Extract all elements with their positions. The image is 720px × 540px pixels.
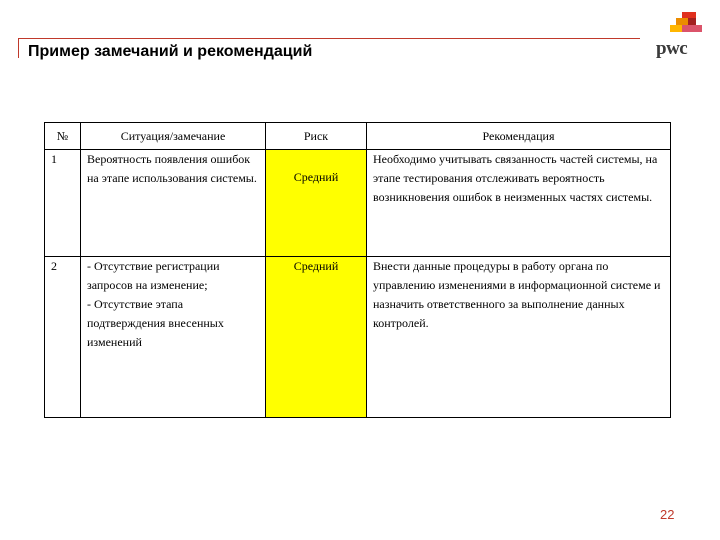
- row-risk: Средний: [293, 259, 339, 273]
- page-number: 22: [660, 507, 675, 522]
- header-situation: Ситуация/замечание: [81, 123, 266, 150]
- table-row: [45, 257, 671, 418]
- pwc-logo: [652, 12, 704, 58]
- row-situation: [81, 257, 266, 418]
- title-rule-tick: [18, 38, 19, 58]
- table-row: [45, 150, 671, 257]
- row-risk: Средний: [293, 170, 339, 184]
- row-risk-cell: [266, 257, 367, 418]
- pwc-logo-text: pwc: [656, 38, 688, 59]
- row-number: 1: [45, 150, 81, 257]
- slide-title: Пример замечаний и рекомендаций: [28, 43, 313, 60]
- header-recommendation: Рекомендация: [367, 123, 671, 150]
- row-risk-cell: [266, 150, 367, 257]
- header-number: №: [45, 123, 81, 150]
- row-recommendation: Внести данные процедуры в работу органа по управлению изменениями в информационной системе и назначить ответственного за выполнение данных контролей.: [367, 257, 671, 418]
- row-situation: Вероятность появления ошибок на этапе использования системы.: [81, 150, 266, 257]
- pwc-logo-blocks-icon: [652, 12, 704, 36]
- situation-line: - Отсутствие регистрации запросов на изменение;: [87, 259, 220, 292]
- row-recommendation: Необходимо учитывать связанность частей системы, на этапе тестирования отслеживать вероятность возникновения ошибок в неизменных частях системы.: [367, 150, 671, 257]
- table-header-row: [45, 123, 671, 150]
- findings-table: [44, 122, 671, 418]
- title-rule: [18, 38, 640, 39]
- row-number: 2: [45, 257, 81, 418]
- header-risk: Риск: [266, 123, 367, 150]
- situation-line: - Отсутствие этапа подтверждения внесенных изменений: [87, 297, 224, 349]
